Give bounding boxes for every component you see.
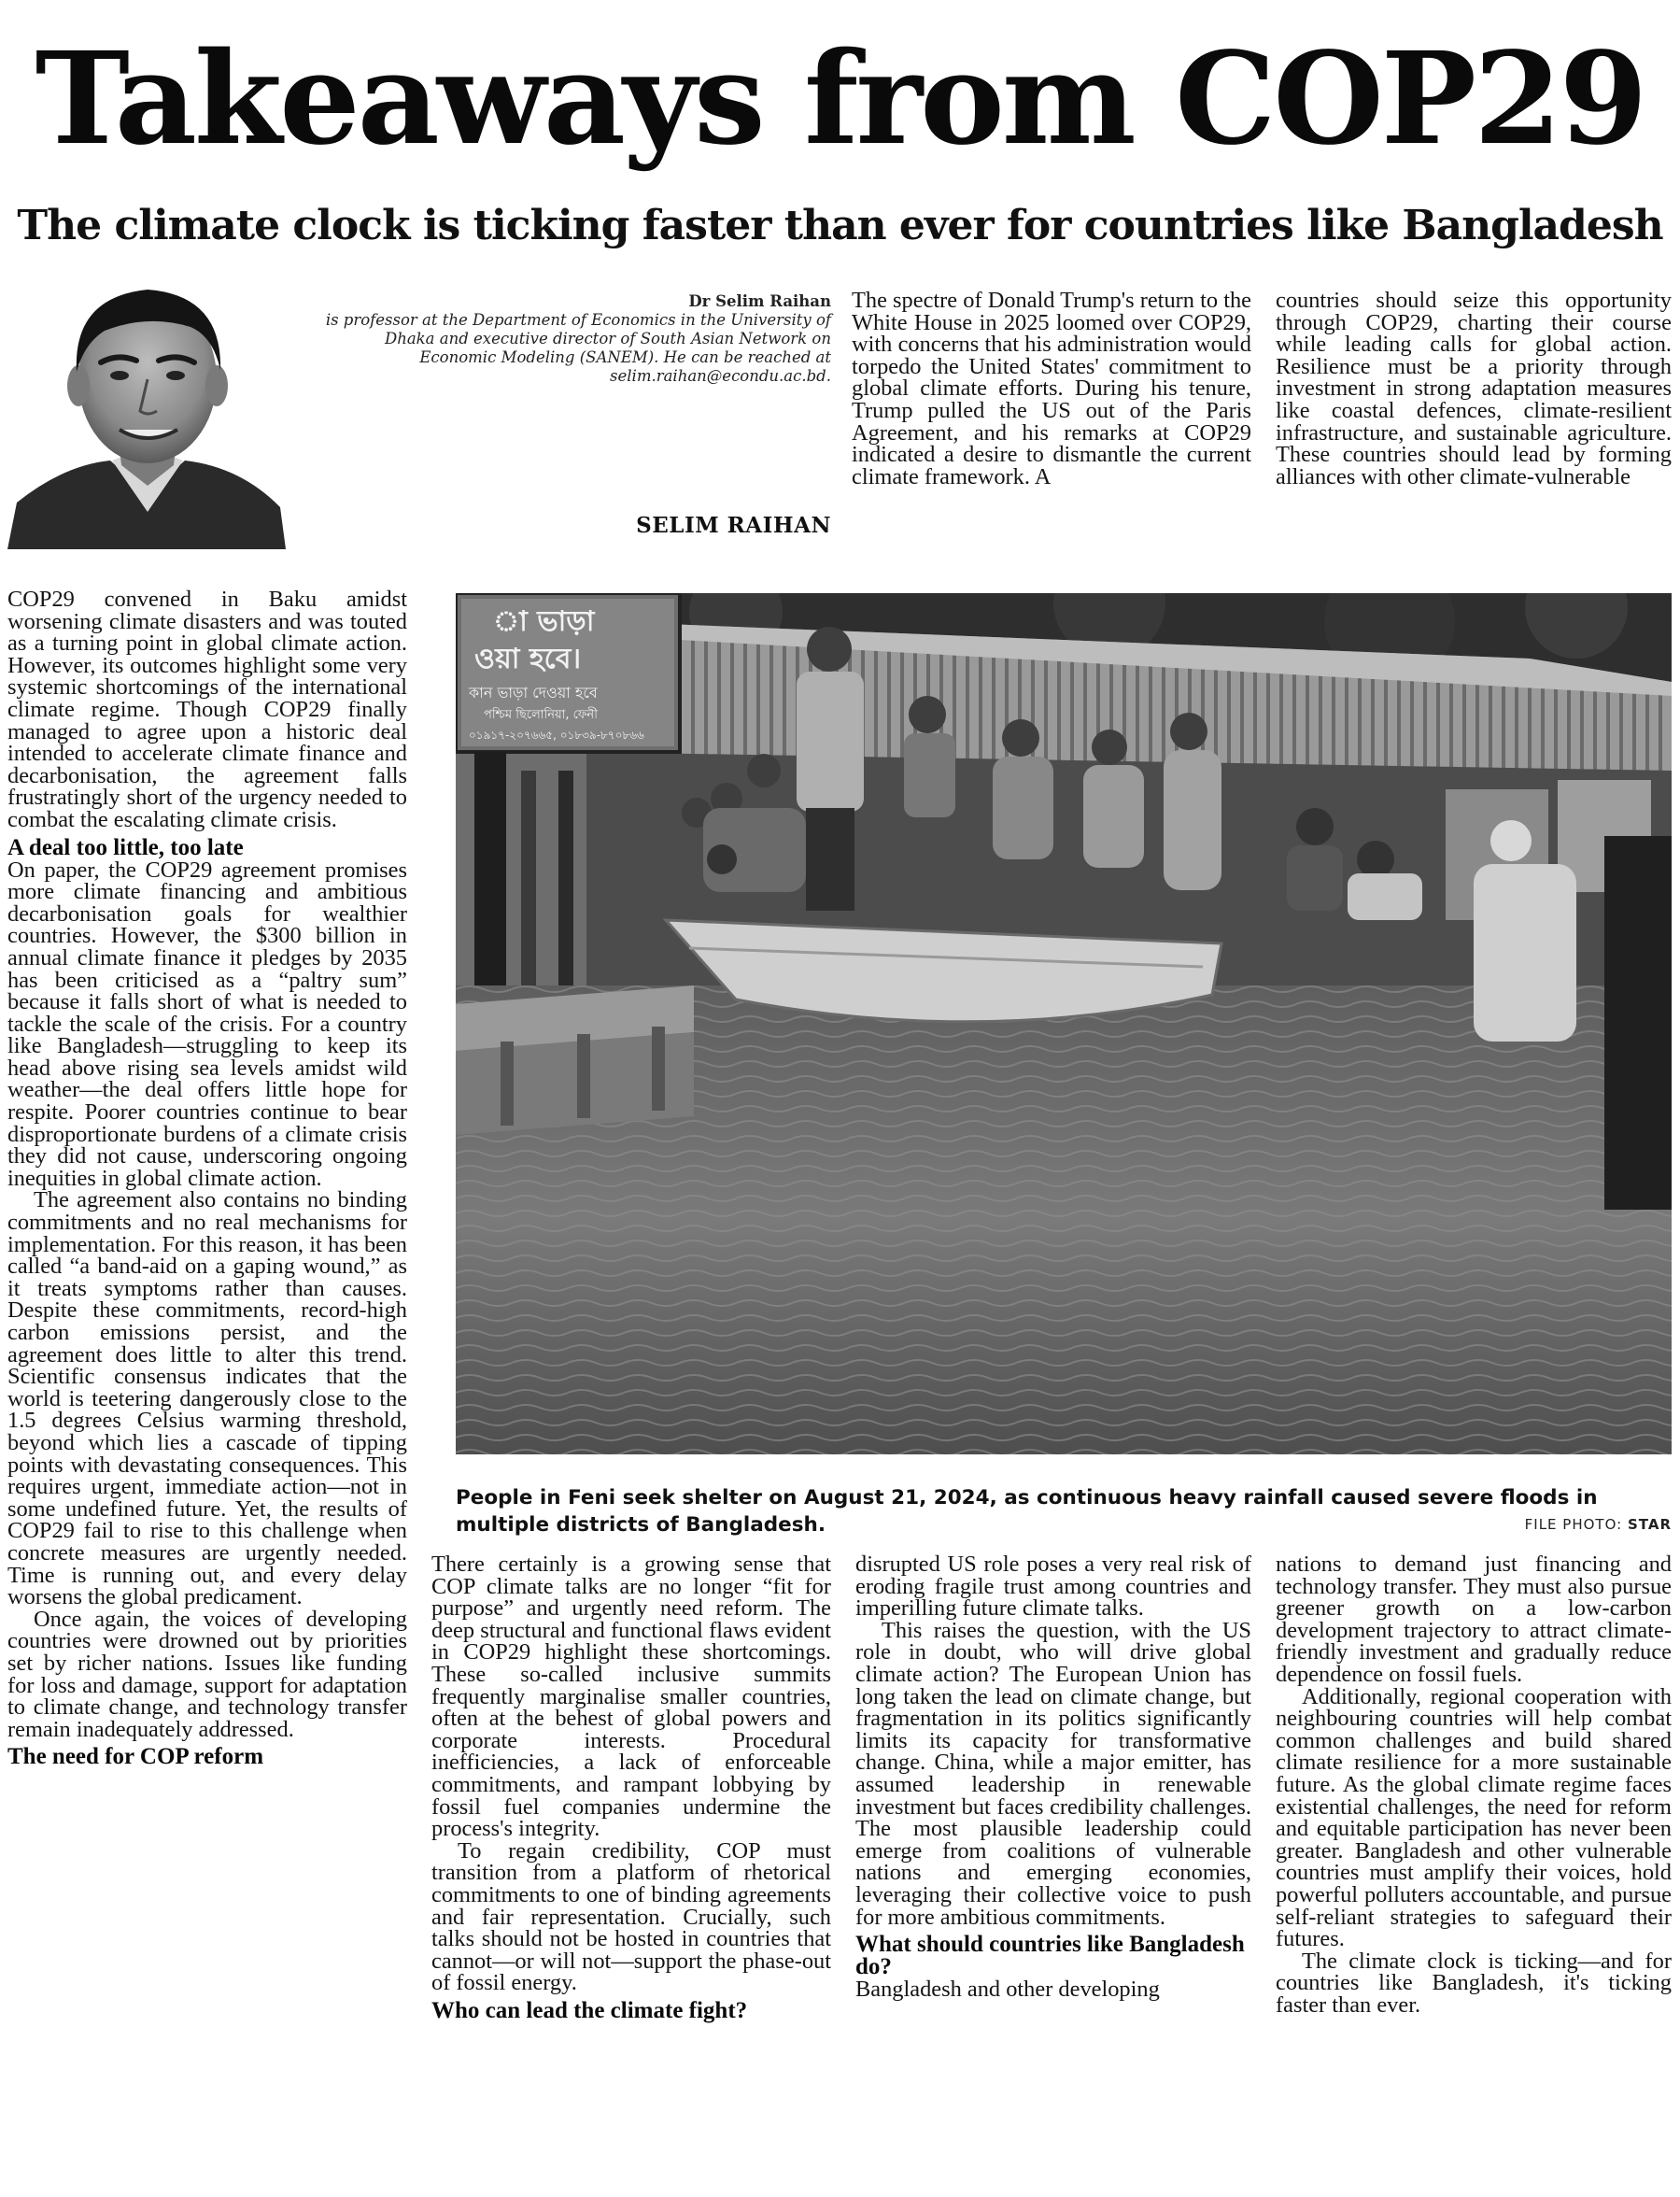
sign-text: া ভাড়া <box>493 605 595 638</box>
paragraph: This raises the question, with the US role in doubt, who will drive global climate action? The European Union has long taken the lead on climate change, but fragmentation in its politics significantly limits its capacity for transformative change. China, while a major emitter, has assumed leadership in renewable investment but faces credibility challenges. The most plausible leadership could emerge from coalitions of vulnerable nations and emerging economies, leveraging their collective voice to push for more ambitious commitments. <box>855 1617 1251 1930</box>
paragraph: Once again, the voices of developing countries were drowned out by priorities set by richer nations. Issues like funding for loss and damage, support for adaptation to climate change, and technology transfer remain inadequately addressed. <box>7 1606 407 1742</box>
photo-credit-prefix: FILE PHOTO: <box>1524 1516 1628 1533</box>
author-portrait <box>7 269 286 549</box>
photo-caption: People in Feni seek shelter on August 21, 2024, as continuous heavy rainfall caused severe floods in multiple districts of Bangladesh. <box>456 1486 1598 1537</box>
author-bio-text: is professor at the Department of Economics in the University of Dhaka and executive director of South Asian Network on Economic Modeling (SANEM). He can be reached at selim.raihan@econdu.ac.bd. <box>325 311 831 385</box>
column-top-middle <box>852 290 1251 556</box>
paragraph: Additionally, regional cooperation with neighbouring countries will help combat common challenges and build shared climate resilience for a more sustainable future. As the global climate regime faces existential challenges, the need for reform and equitable participation has never been greater. Bangladesh and other vulnerable countries must amplify their voices, hold powerful polluters accountable, and pursue self-reliant strategies to safeguard their futures. <box>1276 1683 1672 1952</box>
paragraph: There certainly is a growing sense that COP climate talks are no longer “fit for purpose” and urgently need reform. The deep structural and functional flaws evident in COP29 highlight these shortcomings. These so-called inclusive summits frequently marginalise smaller countries, often at the behest of global powers and corporate interests. Procedural inefficiencies, a lack of enforceable commitments, and rampant lobbying by fossil fuel companies undermine the process's integrity. <box>431 1553 831 1842</box>
author-bio <box>308 292 831 386</box>
flood-photo <box>456 593 1672 1454</box>
paragraph: countries should seize this opportunity through COP29, charting their course while leading calls for global action. Resilience must be a priority through investment in strong adaptation measures like coastal defences, climate-resilient infrastructure, and sustainable agriculture. These countries should lead by forming alliances with other climate-vulnerable <box>1276 290 1672 489</box>
sign-text: ওয়া হবে। <box>474 643 582 675</box>
paragraph: The agreement also contains no binding commitments and no real mechanisms for implementation. For this reason, it has been called “a band-aid on a gaping wound,” as it treats symptoms rather than causes. Despite these commitments, record-high carbon emissions persist, and the agreement does little to alter this trend. Scientific consensus indicates that the world is teetering dangerously close to the 1.5 degrees Celsius warming threshold, beyond which lies a cascade of tipping points with devastating consequences. This requires urgent, immediate action—not in some undefined future. Yet, the results of COP29 fail to rise to this challenge when concrete measures are urgently needed. Time is running out, and every delay worsens the global predicament. <box>7 1187 407 1610</box>
paragraph: Bangladesh and other developing <box>855 1977 1160 2003</box>
paragraph: The climate clock is ticking—and for countries like Bangladesh, it's ticking faster than ever. <box>1276 1948 1672 2018</box>
paragraph: nations to demand just financing and technology transfer. They must also pursue greener growth on a low-carbon development trajectory to attract climate-friendly investment and gradually reduce dependence on fossil fuels. <box>1276 1553 1672 1687</box>
sign-text: কান ভাড়া দেওয়া হবে <box>469 684 598 702</box>
author-portrait-illustration <box>7 269 286 549</box>
column-bottom-second <box>431 1553 831 2197</box>
photo-credit-source: STAR <box>1627 1516 1672 1533</box>
section-heading: What should countries like Bangladesh do? <box>855 1932 1245 1980</box>
sign-text: ০১৯১৭-২০৭৬৬৫, ০১৮৩৯-৮৭০৮৬৬ <box>469 729 644 742</box>
paragraph: disrupted US role poses a very real risk of eroding fragile trust among countries and imperilling future climate talks. <box>855 1553 1251 1622</box>
column-top-right <box>1276 290 1672 556</box>
paragraph: On paper, the COP29 agreement promises more climate financing and ambitious decarbonisation goals for wealthier countries. However, the $300 billion in annual climate finance it pledges by 2035 has been criticised as a “paltry sum” because it falls short of what is needed to tackle the scale of the crisis. For a country like Bangladesh—struggling to keep its head above rising sea levels amidst wild weather—the deal offers little hope for respite. Poorer countries continue to bear disproportionate burdens of a climate crisis they did not cause, underscoring ongoing inequities in global climate action. <box>7 857 407 1191</box>
section-heading: A deal too little, too late <box>7 834 244 860</box>
section-heading: Who can lead the climate fight? <box>431 1997 748 2023</box>
paragraph: COP29 convened in Baku amidst worsening climate disasters and was touted as a turning point in global climate action. However, its outcomes highlight some very systemic shortcomings of the international climate regime. Though COP29 finally managed to agree upon a historic deal intended to accelerate climate finance and decarbonisation, the agreement falls frustratingly short of the urgency needed to combat the escalating climate crisis. <box>7 588 407 832</box>
subheadline: The climate clock is ticking faster than ever for countries like Bangladesh <box>17 202 1663 249</box>
paragraph: To regain credibility, COP must transition from a platform of rhetorical commitments to one of binding agreements and fair representation. Crucially, such talks should not be hosted in countries that cannot—or will not—support the phase-out of fossil energy. <box>431 1837 831 1996</box>
photo-credit <box>1307 1516 1672 1533</box>
flood-photo-illustration <box>456 593 1672 1454</box>
sign-text: পশ্চিম ছিলোনিয়া, ফেনী <box>484 708 598 722</box>
section-heading: The need for COP reform <box>7 1744 264 1770</box>
column-left <box>7 588 407 2197</box>
author-name: Dr Selim Raihan <box>688 292 831 310</box>
byline: SELIM RAIHAN <box>636 513 831 538</box>
headline: Takeaways from COP29 <box>35 24 1645 174</box>
column-bottom-third <box>855 1553 1251 2197</box>
column-bottom-fourth <box>1276 1553 1672 2197</box>
paragraph: The spectre of Donald Trump's return to the White House in 2025 loomed over COP29, with concerns that his administration would torpedo the United States' commitment to global climate efforts. During his tenure, Trump pulled the US out of the Paris Agreement, and his remarks at COP29 indicated a desire to dismantle the current climate framework. A <box>852 290 1251 489</box>
